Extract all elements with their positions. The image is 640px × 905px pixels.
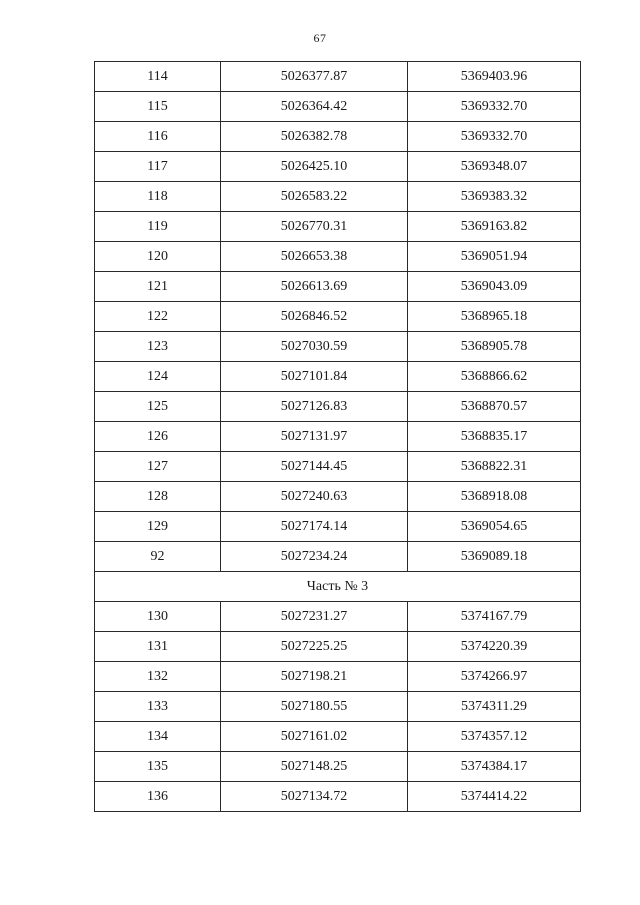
x-coordinate-cell: 5027148.25 xyxy=(221,752,408,782)
x-coordinate-cell: 5027144.45 xyxy=(221,452,408,482)
table-row xyxy=(95,602,581,632)
point-number-cell: 128 xyxy=(95,482,221,512)
x-coordinate-cell: 5026425.10 xyxy=(221,152,408,182)
y-coordinate-cell: 5368870.57 xyxy=(408,392,581,422)
table-row xyxy=(95,62,581,92)
table-row xyxy=(95,452,581,482)
x-coordinate-cell: 5027234.24 xyxy=(221,542,408,572)
y-coordinate-cell: 5374384.17 xyxy=(408,752,581,782)
y-coordinate-cell: 5374220.39 xyxy=(408,632,581,662)
y-coordinate-cell: 5369348.07 xyxy=(408,152,581,182)
y-coordinate-cell: 5374311.29 xyxy=(408,692,581,722)
x-coordinate-cell: 5027131.97 xyxy=(221,422,408,452)
y-coordinate-cell: 5374167.79 xyxy=(408,602,581,632)
point-number-cell: 136 xyxy=(95,782,221,812)
y-coordinate-cell: 5369332.70 xyxy=(408,122,581,152)
x-coordinate-cell: 5027174.14 xyxy=(221,512,408,542)
coordinates-table-body xyxy=(95,62,581,812)
point-number-cell: 125 xyxy=(95,392,221,422)
page-number: 67 xyxy=(313,31,327,45)
table-row xyxy=(95,92,581,122)
table-row xyxy=(95,482,581,512)
table-row xyxy=(95,122,581,152)
x-coordinate-cell: 5026382.78 xyxy=(221,122,408,152)
table-row xyxy=(95,632,581,662)
y-coordinate-cell: 5369089.18 xyxy=(408,542,581,572)
point-number-cell: 121 xyxy=(95,272,221,302)
point-number-cell: 118 xyxy=(95,182,221,212)
y-coordinate-cell: 5369043.09 xyxy=(408,272,581,302)
table-row xyxy=(95,722,581,752)
point-number-cell: 120 xyxy=(95,242,221,272)
point-number-cell: 115 xyxy=(95,92,221,122)
x-coordinate-cell: 5026846.52 xyxy=(221,302,408,332)
section-header-row xyxy=(95,572,581,602)
table-row xyxy=(95,512,581,542)
x-coordinate-cell: 5026364.42 xyxy=(221,92,408,122)
x-coordinate-cell: 5026653.38 xyxy=(221,242,408,272)
point-number-cell: 133 xyxy=(95,692,221,722)
y-coordinate-cell: 5369383.32 xyxy=(408,182,581,212)
table-row xyxy=(95,302,581,332)
x-coordinate-cell: 5027134.72 xyxy=(221,782,408,812)
table-row xyxy=(95,422,581,452)
point-number-cell: 116 xyxy=(95,122,221,152)
x-coordinate-cell: 5026377.87 xyxy=(221,62,408,92)
point-number-cell: 114 xyxy=(95,62,221,92)
x-coordinate-cell: 5027126.83 xyxy=(221,392,408,422)
table-row xyxy=(95,542,581,572)
x-coordinate-cell: 5027180.55 xyxy=(221,692,408,722)
coordinates-table xyxy=(94,61,581,812)
y-coordinate-cell: 5368965.18 xyxy=(408,302,581,332)
y-coordinate-cell: 5369051.94 xyxy=(408,242,581,272)
table-row xyxy=(95,182,581,212)
point-number-cell: 123 xyxy=(95,332,221,362)
point-number-cell: 126 xyxy=(95,422,221,452)
point-number-cell: 117 xyxy=(95,152,221,182)
y-coordinate-cell: 5368835.17 xyxy=(408,422,581,452)
point-number-cell: 135 xyxy=(95,752,221,782)
x-coordinate-cell: 5027240.63 xyxy=(221,482,408,512)
point-number-cell: 134 xyxy=(95,722,221,752)
y-coordinate-cell: 5374357.12 xyxy=(408,722,581,752)
point-number-cell: 119 xyxy=(95,212,221,242)
x-coordinate-cell: 5027161.02 xyxy=(221,722,408,752)
y-coordinate-cell: 5374414.22 xyxy=(408,782,581,812)
y-coordinate-cell: 5369054.65 xyxy=(408,512,581,542)
point-number-cell: 132 xyxy=(95,662,221,692)
table-row xyxy=(95,692,581,722)
y-coordinate-cell: 5369403.96 xyxy=(408,62,581,92)
y-coordinate-cell: 5369332.70 xyxy=(408,92,581,122)
y-coordinate-cell: 5374266.97 xyxy=(408,662,581,692)
table-row xyxy=(95,362,581,392)
x-coordinate-cell: 5027030.59 xyxy=(221,332,408,362)
y-coordinate-cell: 5368822.31 xyxy=(408,452,581,482)
y-coordinate-cell: 5368905.78 xyxy=(408,332,581,362)
y-coordinate-cell: 5369163.82 xyxy=(408,212,581,242)
table-row xyxy=(95,662,581,692)
table-row xyxy=(95,242,581,272)
point-number-cell: 130 xyxy=(95,602,221,632)
table-row xyxy=(95,152,581,182)
table-row xyxy=(95,272,581,302)
y-coordinate-cell: 5368866.62 xyxy=(408,362,581,392)
x-coordinate-cell: 5027225.25 xyxy=(221,632,408,662)
x-coordinate-cell: 5026583.22 xyxy=(221,182,408,212)
table-row xyxy=(95,392,581,422)
y-coordinate-cell: 5368918.08 xyxy=(408,482,581,512)
section-label: Часть № 3 xyxy=(95,572,581,602)
x-coordinate-cell: 5026613.69 xyxy=(221,272,408,302)
point-number-cell: 129 xyxy=(95,512,221,542)
table-row xyxy=(95,752,581,782)
point-number-cell: 122 xyxy=(95,302,221,332)
x-coordinate-cell: 5027101.84 xyxy=(221,362,408,392)
point-number-cell: 127 xyxy=(95,452,221,482)
x-coordinate-cell: 5026770.31 xyxy=(221,212,408,242)
point-number-cell: 131 xyxy=(95,632,221,662)
point-number-cell: 92 xyxy=(95,542,221,572)
table-row xyxy=(95,212,581,242)
table-row xyxy=(95,332,581,362)
x-coordinate-cell: 5027231.27 xyxy=(221,602,408,632)
point-number-cell: 124 xyxy=(95,362,221,392)
table-row xyxy=(95,782,581,812)
x-coordinate-cell: 5027198.21 xyxy=(221,662,408,692)
